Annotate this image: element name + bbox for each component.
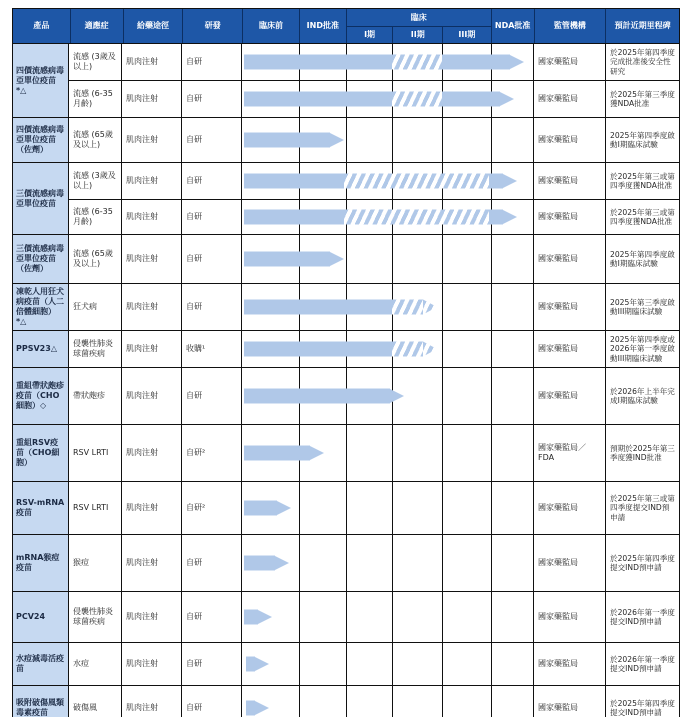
gantt-bar-tip — [503, 174, 517, 188]
route-cell: 肌肉注射 — [122, 163, 182, 199]
product-group — [13, 234, 679, 283]
rnd-source-cell: 自研 — [182, 81, 242, 117]
pipeline-row — [69, 686, 679, 717]
indication-cell: RSV LRTI — [69, 425, 122, 481]
timeline-cell — [242, 643, 534, 685]
rnd-source-cell: 自研 — [182, 368, 242, 424]
gantt-bar-segment — [442, 92, 500, 107]
column-gridline — [491, 482, 492, 534]
product-cell: 水痘減毒活疫苗 — [13, 643, 69, 685]
pipeline-row — [69, 331, 679, 367]
header-phase3: III期 — [442, 27, 491, 43]
column-gridline — [442, 425, 443, 481]
vaccine-pipeline-table — [12, 8, 680, 717]
product-group — [13, 117, 679, 162]
gantt-bar-segment — [244, 55, 392, 70]
product-group — [13, 283, 679, 330]
subrow-container — [69, 368, 679, 424]
rnd-source-cell: 自研 — [182, 200, 242, 234]
column-gridline — [346, 592, 347, 642]
regulator-cell: 國家藥監局 — [534, 118, 606, 162]
gantt-bar-tip — [390, 389, 404, 403]
timeline-cell — [242, 368, 534, 424]
rnd-source-cell: 收購¹ — [182, 331, 242, 367]
column-gridline — [491, 118, 492, 162]
pipeline-row — [69, 482, 679, 534]
product-group — [13, 481, 679, 534]
route-cell: 肌肉注射 — [122, 44, 182, 80]
column-gridline — [392, 425, 393, 481]
subrow-container — [69, 482, 679, 534]
column-gridline — [299, 686, 300, 717]
regulator-cell: 國家藥監局 — [534, 44, 606, 80]
gantt-bar-segment — [244, 446, 310, 461]
rnd-source-cell: 自研 — [182, 686, 242, 717]
gantt-bar-tip — [423, 300, 437, 315]
subrow-container — [69, 643, 679, 685]
gantt-bar-segment — [244, 389, 390, 404]
indication-cell: 水痘 — [69, 643, 122, 685]
timeline-cell — [242, 235, 534, 283]
milestone-cell: 於2025年第四季度完成批准後安全性研究 — [610, 47, 675, 76]
gantt-bar-segment — [246, 657, 255, 672]
subrow-container — [69, 535, 679, 591]
route-cell: 肌肉注射 — [122, 425, 182, 481]
rnd-source-cell: 自研 — [182, 284, 242, 330]
pipeline-row — [69, 535, 679, 591]
column-gridline — [392, 686, 393, 717]
milestone-cell: 於2026年第一季度提交IND預申請 — [610, 607, 675, 626]
gantt-bar-tip — [330, 252, 344, 266]
header-ind-approval: IND批准 — [300, 9, 347, 43]
gantt-bar-segment — [244, 610, 258, 625]
indication-cell: 流感 (65歲及以上) — [69, 235, 122, 283]
gantt-bar-tip — [275, 556, 289, 570]
indication-cell: 狂犬病 — [69, 284, 122, 330]
product-cell: 四價流感病毒亞單位疫苗（佐劑） — [13, 118, 69, 162]
table-header-row — [13, 9, 679, 43]
pipeline-row — [69, 118, 679, 162]
header-clinical-group — [347, 9, 492, 43]
header-phase1: I期 — [364, 30, 376, 39]
timeline-cell — [242, 686, 534, 717]
column-gridline — [299, 643, 300, 685]
product-group — [13, 424, 679, 481]
column-gridline — [491, 643, 492, 685]
column-gridline — [442, 118, 443, 162]
gantt-bar-tip — [255, 657, 269, 671]
regulator-cell: 國家藥監局 — [534, 368, 606, 424]
route-cell: 肌肉注射 — [122, 235, 182, 283]
regulator-cell: 國家藥監局 — [534, 235, 606, 283]
milestone-cell: 於2025年第三季度獲NDA批准 — [610, 89, 675, 108]
gantt-bar-segment — [344, 210, 489, 225]
timeline-cell — [242, 535, 534, 591]
product-cell: 吸附破傷風類毒素疫苗 — [13, 686, 69, 717]
timeline-cell — [242, 81, 534, 117]
timeline-cell — [242, 118, 534, 162]
milestone-cell: 於2025年第四季度提交IND預申請 — [610, 698, 675, 717]
product-cell: 四價流感病毒亞單位疫苗*△ — [13, 44, 69, 117]
column-gridline — [392, 535, 393, 591]
pipeline-row — [69, 199, 679, 234]
column-gridline — [491, 331, 492, 367]
header-product: 產品 — [13, 9, 71, 43]
pipeline-row — [69, 368, 679, 424]
gantt-bar-segment — [244, 342, 392, 357]
product-group — [13, 534, 679, 591]
table-body — [13, 43, 679, 717]
header-milestone: 預計近期里程碑 — [614, 21, 671, 30]
gantt-bar-segment — [392, 55, 442, 70]
regulator-cell: 國家藥監局／FDA — [534, 425, 606, 481]
gantt-bar-segment — [244, 174, 344, 189]
subrow-container — [69, 284, 679, 330]
gantt-bar-segment — [489, 174, 503, 189]
column-gridline — [346, 686, 347, 717]
regulator-cell: 國家藥監局 — [534, 592, 606, 642]
milestone-cell: 2025年第四季度或2026年第一季度啟動III期臨床試驗 — [610, 334, 675, 363]
milestone-cell: 於2025年第三或第四季度提交IND預申請 — [610, 493, 675, 522]
gantt-bar-segment — [244, 501, 277, 516]
regulator-cell: 國家藥監局 — [534, 535, 606, 591]
indication-cell: 帶狀皰疹 — [69, 368, 122, 424]
header-route: 給藥途徑 — [124, 9, 184, 43]
subrow-container — [69, 235, 679, 283]
column-gridline — [442, 686, 443, 717]
route-cell: 肌肉注射 — [122, 118, 182, 162]
product-group — [13, 591, 679, 642]
gantt-bar-segment — [344, 174, 489, 189]
route-cell: 肌肉注射 — [122, 331, 182, 367]
gantt-bar-segment — [489, 210, 503, 225]
column-gridline — [392, 592, 393, 642]
header-preclinical: 臨床前 — [243, 9, 300, 43]
pipeline-row — [69, 425, 679, 481]
column-gridline — [299, 482, 300, 534]
regulator-cell: 國家藥監局 — [534, 200, 606, 234]
column-gridline — [299, 592, 300, 642]
route-cell: 肌肉注射 — [122, 482, 182, 534]
indication-cell: 流感 (3歲及以上) — [69, 163, 122, 199]
gantt-bar-segment — [442, 55, 510, 70]
column-gridline — [346, 482, 347, 534]
header-clinical: 臨床 — [347, 9, 491, 27]
gantt-bar-segment — [244, 210, 344, 225]
rnd-source-cell: 自研 — [182, 44, 242, 80]
product-cell: PPSV23△ — [13, 331, 69, 367]
indication-cell: 流感 (3歲及以上) — [69, 44, 122, 80]
subrow-container — [69, 592, 679, 642]
regulator-cell: 國家藥監局 — [534, 643, 606, 685]
product-group — [13, 367, 679, 424]
rnd-source-cell: 自研 — [182, 535, 242, 591]
gantt-bar-segment — [392, 300, 423, 315]
product-group — [13, 330, 679, 367]
regulator-cell: 國家藥監局 — [534, 331, 606, 367]
rnd-source-cell: 自研 — [182, 118, 242, 162]
indication-cell: 流感 (6-35月齡) — [69, 81, 122, 117]
indication-cell: 破傷風 — [69, 686, 122, 717]
gantt-bar-segment — [392, 342, 423, 357]
column-gridline — [442, 535, 443, 591]
rnd-source-cell: 自研 — [182, 592, 242, 642]
indication-cell: 侵襲性肺炎球菌疾病 — [69, 331, 122, 367]
milestone-cell: 2025年第四季度啟動I期臨床試驗 — [610, 130, 675, 149]
indication-cell: 侵襲性肺炎球菌疾病 — [69, 592, 122, 642]
product-cell: 凍乾人用狂犬病疫苗（人二倍體細胞）*△ — [13, 284, 69, 330]
header-rnd: 研發 — [183, 9, 243, 43]
indication-cell: 流感 (6-35月齡) — [69, 200, 122, 234]
gantt-bar-tip — [255, 701, 269, 715]
column-gridline — [392, 118, 393, 162]
gantt-bar-tip — [258, 610, 272, 624]
indication-cell: RSV LRTI — [69, 482, 122, 534]
gantt-bar-segment — [244, 300, 392, 315]
column-gridline — [491, 535, 492, 591]
route-cell: 肌肉注射 — [122, 284, 182, 330]
gantt-bar-tip — [310, 446, 324, 460]
timeline-cell — [242, 44, 534, 80]
pipeline-row — [69, 643, 679, 685]
column-gridline — [346, 118, 347, 162]
column-gridline — [442, 592, 443, 642]
product-group — [13, 685, 679, 717]
pipeline-row — [69, 235, 679, 283]
column-gridline — [299, 535, 300, 591]
gantt-bar-segment — [392, 92, 442, 107]
column-gridline — [491, 235, 492, 283]
column-gridline — [491, 284, 492, 330]
route-cell: 肌肉注射 — [122, 368, 182, 424]
column-gridline — [491, 368, 492, 424]
subrow-container — [69, 425, 679, 481]
subrow-container — [69, 44, 679, 117]
regulator-cell: 國家藥監局 — [534, 686, 606, 717]
timeline-cell — [242, 200, 534, 234]
milestone-cell: 2025年第四季度啟動I期臨床試驗 — [610, 249, 675, 268]
product-cell: 三價流感病毒亞單位疫苗（佐劑） — [13, 235, 69, 283]
route-cell: 肌肉注射 — [122, 81, 182, 117]
column-gridline — [491, 425, 492, 481]
header-indication: 適應症 — [71, 9, 124, 43]
column-gridline — [491, 686, 492, 717]
product-cell: 三價流感病毒亞單位疫苗 — [13, 163, 69, 234]
regulator-cell: 國家藥監局 — [534, 482, 606, 534]
pipeline-row — [69, 284, 679, 330]
gantt-bar-tip — [330, 133, 344, 147]
pipeline-row — [69, 163, 679, 199]
column-gridline — [442, 643, 443, 685]
milestone-cell: 於2026年第一季度提交IND預申請 — [610, 654, 675, 673]
product-group — [13, 43, 679, 117]
header-nda: NDA批准 — [492, 9, 535, 43]
milestone-cell: 於2025年第四季度提交IND預申請 — [610, 553, 675, 572]
column-gridline — [392, 235, 393, 283]
gantt-bar-tip — [277, 501, 291, 515]
pipeline-row — [69, 80, 679, 117]
gantt-bar-tip — [503, 210, 517, 224]
rnd-source-cell: 自研² — [182, 482, 242, 534]
rnd-source-cell: 自研² — [182, 425, 242, 481]
column-gridline — [346, 235, 347, 283]
indication-cell: 猴痘 — [69, 535, 122, 591]
column-gridline — [346, 535, 347, 591]
gantt-bar-segment — [244, 133, 330, 148]
pipeline-row — [69, 592, 679, 642]
gantt-bar-segment — [244, 556, 275, 571]
gantt-bar-tip — [500, 92, 514, 106]
column-gridline — [442, 235, 443, 283]
gantt-bar-segment — [244, 252, 330, 267]
regulator-cell: 國家藥監局 — [534, 284, 606, 330]
rnd-source-cell: 自研 — [182, 163, 242, 199]
product-cell: 重組RSV疫苗（CHO細胞） — [13, 425, 69, 481]
column-gridline — [442, 284, 443, 330]
rnd-source-cell: 自研 — [182, 643, 242, 685]
product-group — [13, 642, 679, 685]
column-gridline — [392, 643, 393, 685]
milestone-cell: 2025年第三季度啟動III期臨床試驗 — [610, 297, 675, 316]
column-gridline — [442, 482, 443, 534]
column-gridline — [442, 331, 443, 367]
gantt-bar-segment — [244, 92, 392, 107]
header-regulator: 監管機構 — [535, 9, 607, 43]
product-cell: mRNA猴痘疫苗 — [13, 535, 69, 591]
timeline-cell — [242, 482, 534, 534]
column-gridline — [346, 425, 347, 481]
milestone-cell: 於2025年第三或第四季度獲NDA批准 — [610, 171, 675, 190]
gantt-bar-tip — [510, 55, 524, 69]
route-cell: 肌肉注射 — [122, 535, 182, 591]
route-cell: 肌肉注射 — [122, 686, 182, 717]
timeline-cell — [242, 425, 534, 481]
route-cell: 肌肉注射 — [122, 643, 182, 685]
milestone-cell: 於2026年上半年完成I期臨床試驗 — [610, 386, 675, 405]
column-gridline — [392, 482, 393, 534]
column-gridline — [491, 592, 492, 642]
regulator-cell: 國家藥監局 — [534, 81, 606, 117]
gantt-bar-tip — [423, 342, 437, 357]
milestone-cell: 預期於2025年第三季度獲IND批准 — [610, 443, 675, 462]
route-cell: 肌肉注射 — [122, 200, 182, 234]
timeline-cell — [242, 284, 534, 330]
regulator-cell: 國家藥監局 — [534, 163, 606, 199]
column-gridline — [346, 643, 347, 685]
route-cell: 肌肉注射 — [122, 592, 182, 642]
subrow-container — [69, 686, 679, 717]
timeline-cell — [242, 331, 534, 367]
rnd-source-cell: 自研 — [182, 235, 242, 283]
subrow-container — [69, 331, 679, 367]
pipeline-row — [69, 44, 679, 80]
subrow-container — [69, 163, 679, 234]
milestone-cell: 於2025年第三或第四季度獲NDA批准 — [610, 207, 675, 226]
header-phase2: II期 — [392, 27, 442, 43]
subrow-container — [69, 118, 679, 162]
product-group — [13, 162, 679, 234]
indication-cell: 流感 (65歲及以上) — [69, 118, 122, 162]
product-cell: PCV24 — [13, 592, 69, 642]
timeline-cell — [242, 592, 534, 642]
product-cell: RSV-mRNA疫苗 — [13, 482, 69, 534]
timeline-cell — [242, 163, 534, 199]
product-cell: 重組帶狀皰疹疫苗（CHO細胞）◇ — [13, 368, 69, 424]
gantt-bar-segment — [246, 701, 255, 716]
column-gridline — [442, 368, 443, 424]
